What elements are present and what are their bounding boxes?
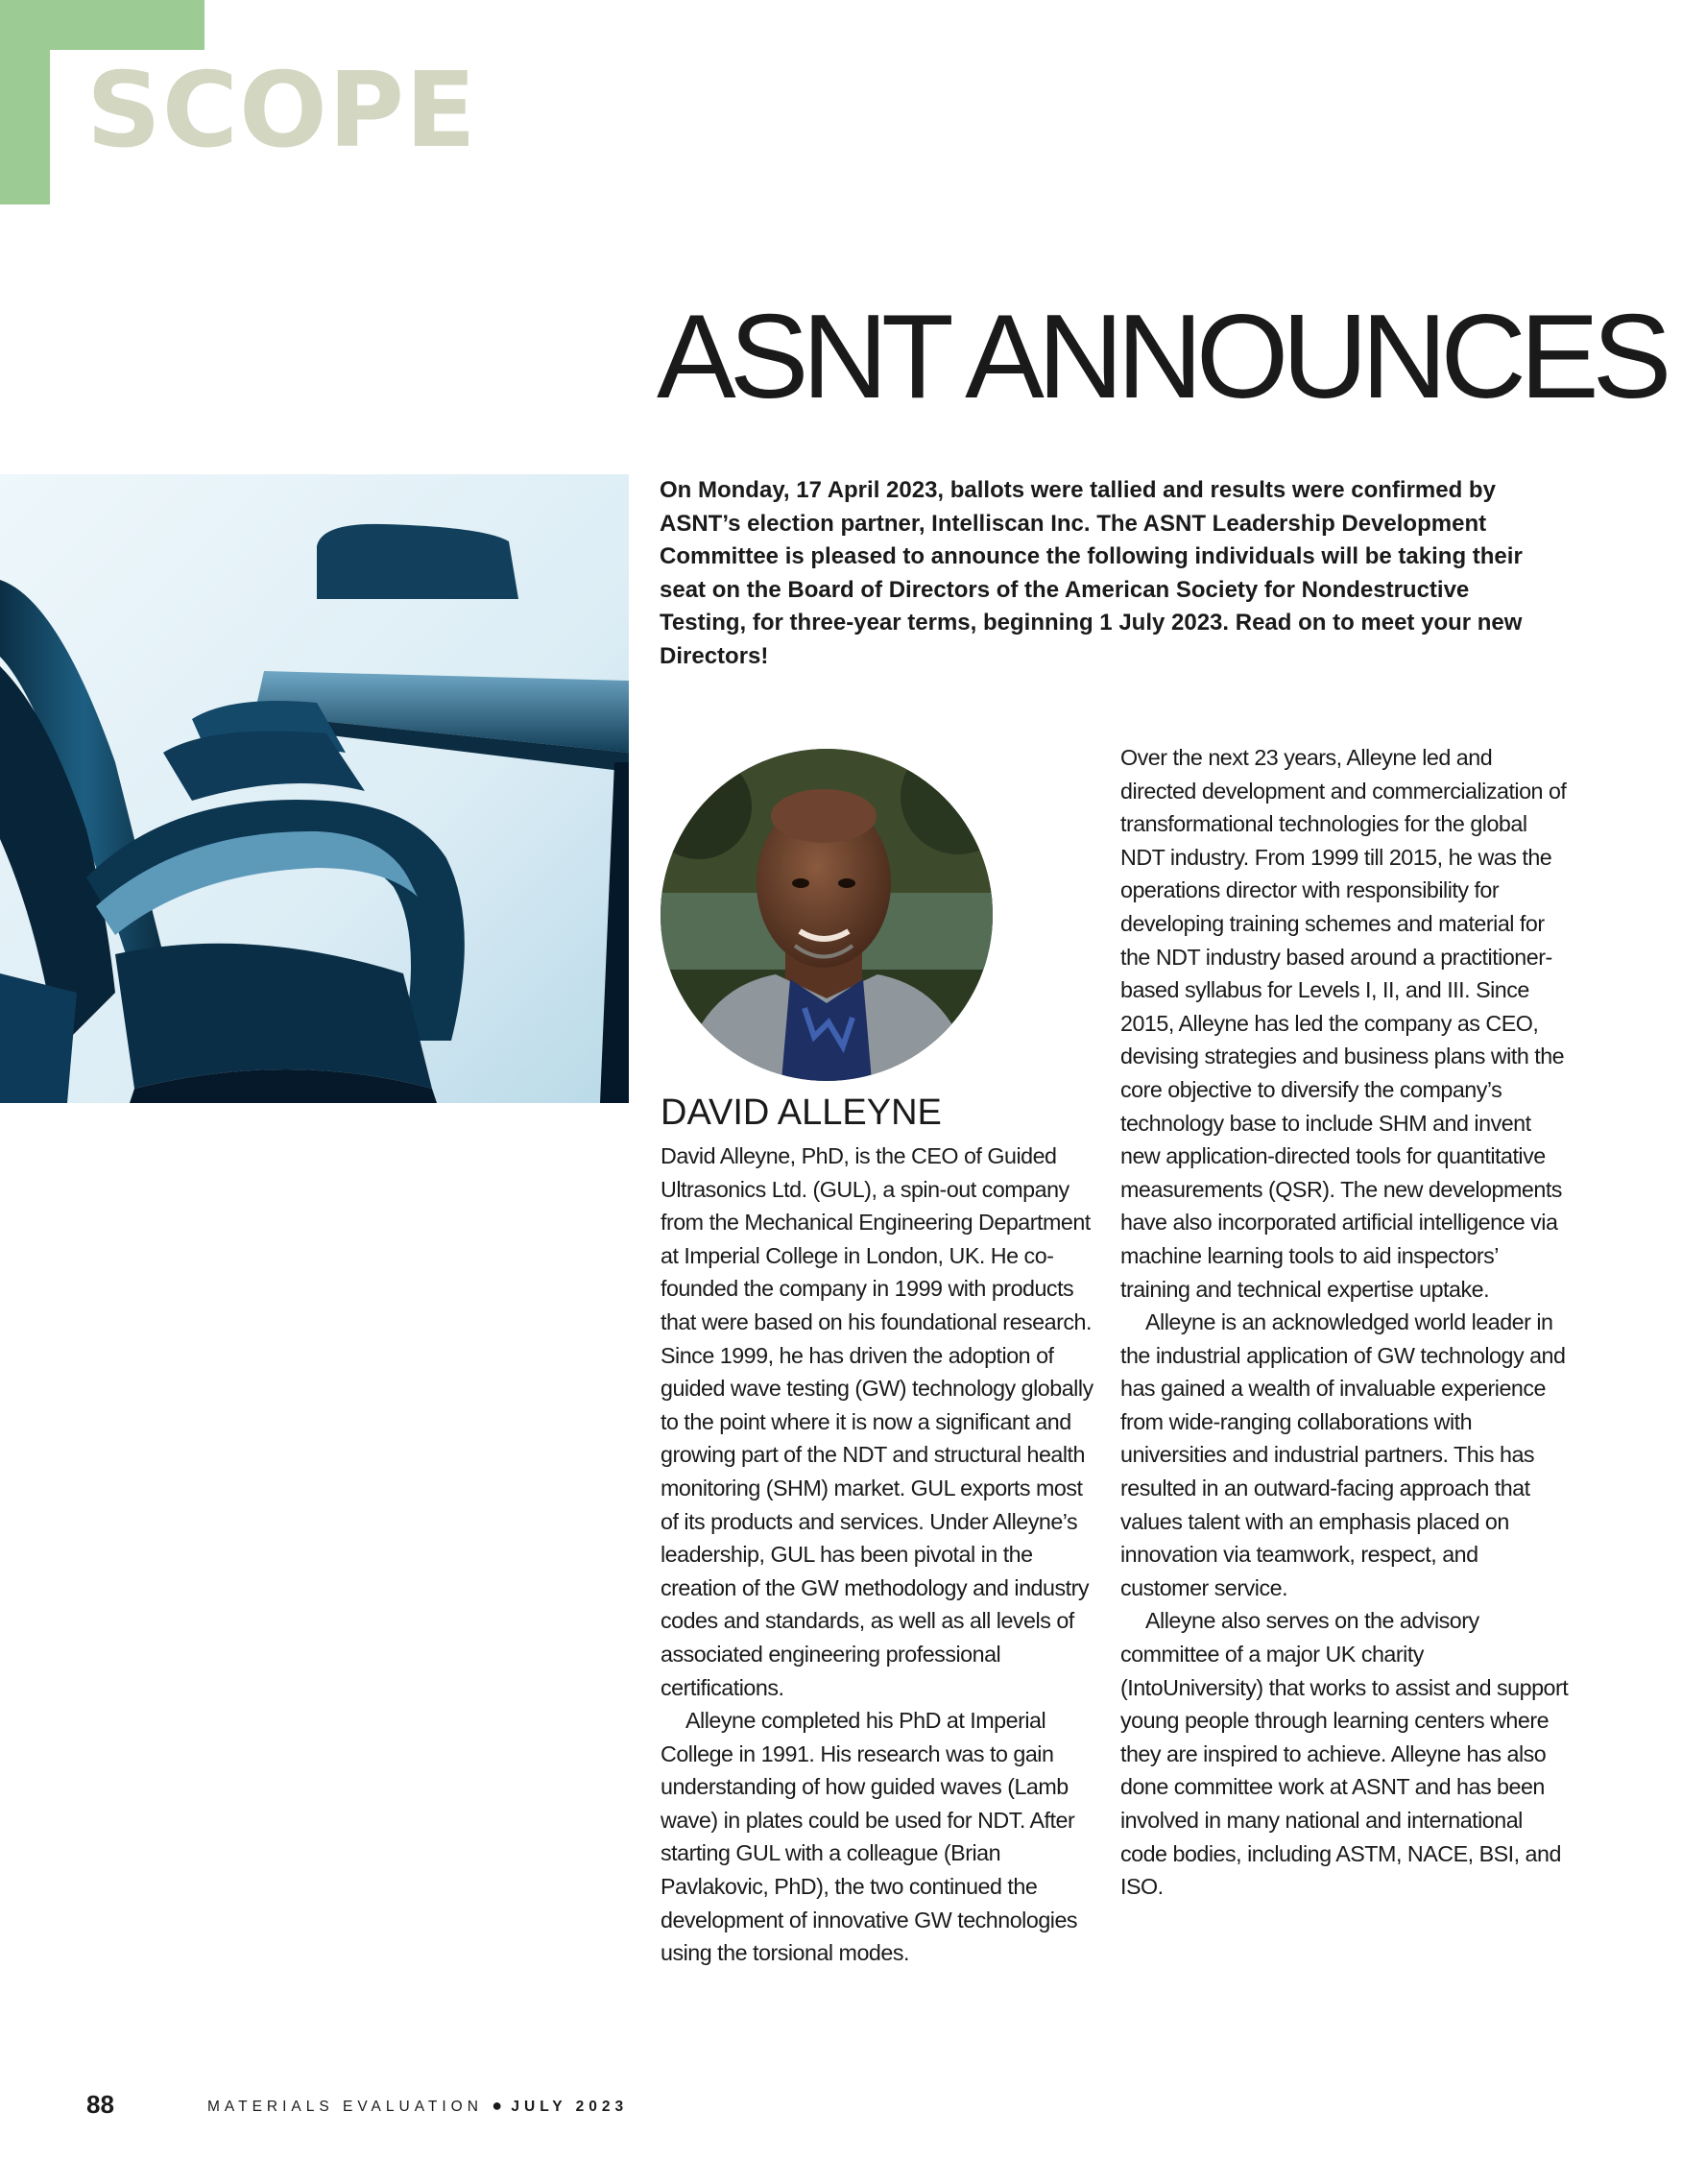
issue-date: JULY 2023 xyxy=(511,2099,629,2115)
bio-column-right xyxy=(1120,741,1572,1904)
bio-paragraph: Over the next 23 years, Alleyne led and directed development and commercialization of transformational technologies for the global NDT industry. From 1999 till 2015, he was the operations director with responsibility for developing training schemes and material for the NDT industry based around a practitioner-based syllabus for Levels I, II, and III. Since 2015, Alleyne has led the company as CEO, devising strategies and business plans with the core objective to diversify the company’s technology base to include SHM and invent new application-directed tools for quantitative measurements (QSR). The new developments have also incorporated artificial intelligence via machine learning tools to aid inspectors’ training and technical expertise uptake. xyxy=(1120,745,1567,1302)
bio-paragraph: David Alleyne, PhD, is the CEO of Guided Ultrasonics Ltd. (GUL), a spin-out company from the Mechanical Engineering Department at Imperial College in London, UK. He co-founded the company in 1999 with products that were based on his foundational research. Since 1999, he has driven the adoption of guided wave testing (GW) technology globally to the point where it is now a significant and growing part of the NDT and structural health monitoring (SHM) market. GUL exports most of its products and services. Under Alleyne’s leadership, GUL has been pivotal in the creation of the GW methodology and industry codes and standards, as well as all levels of associated engineering professional certifications. xyxy=(661,1143,1093,1700)
page-headline: ASNT ANNOUNCES xyxy=(657,291,1666,423)
bio-paragraph: Alleyne is an acknowledged world leader in the industrial application of GW technology and has gained a wealth of invaluable experience from wide-ranging collaborations with universities and industrial partners. This has resulted in an outward-facing approach that values talent with an emphasis placed on innovation via teamwork, respect, and customer service. xyxy=(1120,1309,1566,1600)
person-name: DAVID ALLEYNE xyxy=(661,1092,942,1133)
intro-paragraph: On Monday, 17 April 2023, ballots were tallied and results were confirmed by ASNT’s election partner, Intelliscan Inc. The ASNT Leadership Development Committee is pleased to announce the following individuals will be taking their seat on the Board of Directors of the American Society for Nondestructive Testing, for three-year terms, beginning 1 July 2023. Read on to meet your new Directors! xyxy=(660,477,1523,669)
bio-paragraph: Alleyne completed his PhD at Imperial College in 1991. His research was to gain understanding of how guided waves (Lamb wave) in plates could be used for NDT. After starting GUL with a colleague (Brian Pavlakovic, PhD), the two continued the development of innovative GW technologies using the torsional modes. xyxy=(661,1708,1078,1966)
boardroom-chairs-photo xyxy=(0,474,629,1103)
bio-paragraph: Alleyne also serves on the advisory committee of a major UK charity (IntoUniversity) that works to assist and support young people through learning centers where they are inspired to achieve. Alleyne has also done committee work at ASNT and has been involved in many national and international code bodies, including ASTM, NACE, BSI, and ISO. xyxy=(1120,1608,1569,1900)
footer-separator: ● xyxy=(492,2096,503,2115)
section-label: SCOPE xyxy=(86,51,477,171)
bio-column-left xyxy=(661,1140,1097,1970)
accent-bar-left xyxy=(0,0,50,204)
footer-publication xyxy=(207,2096,628,2116)
david-alleyne-portrait xyxy=(661,749,993,1081)
page-number: 88 xyxy=(86,2090,114,2119)
publication-name: MATERIALS EVALUATION xyxy=(207,2099,483,2115)
